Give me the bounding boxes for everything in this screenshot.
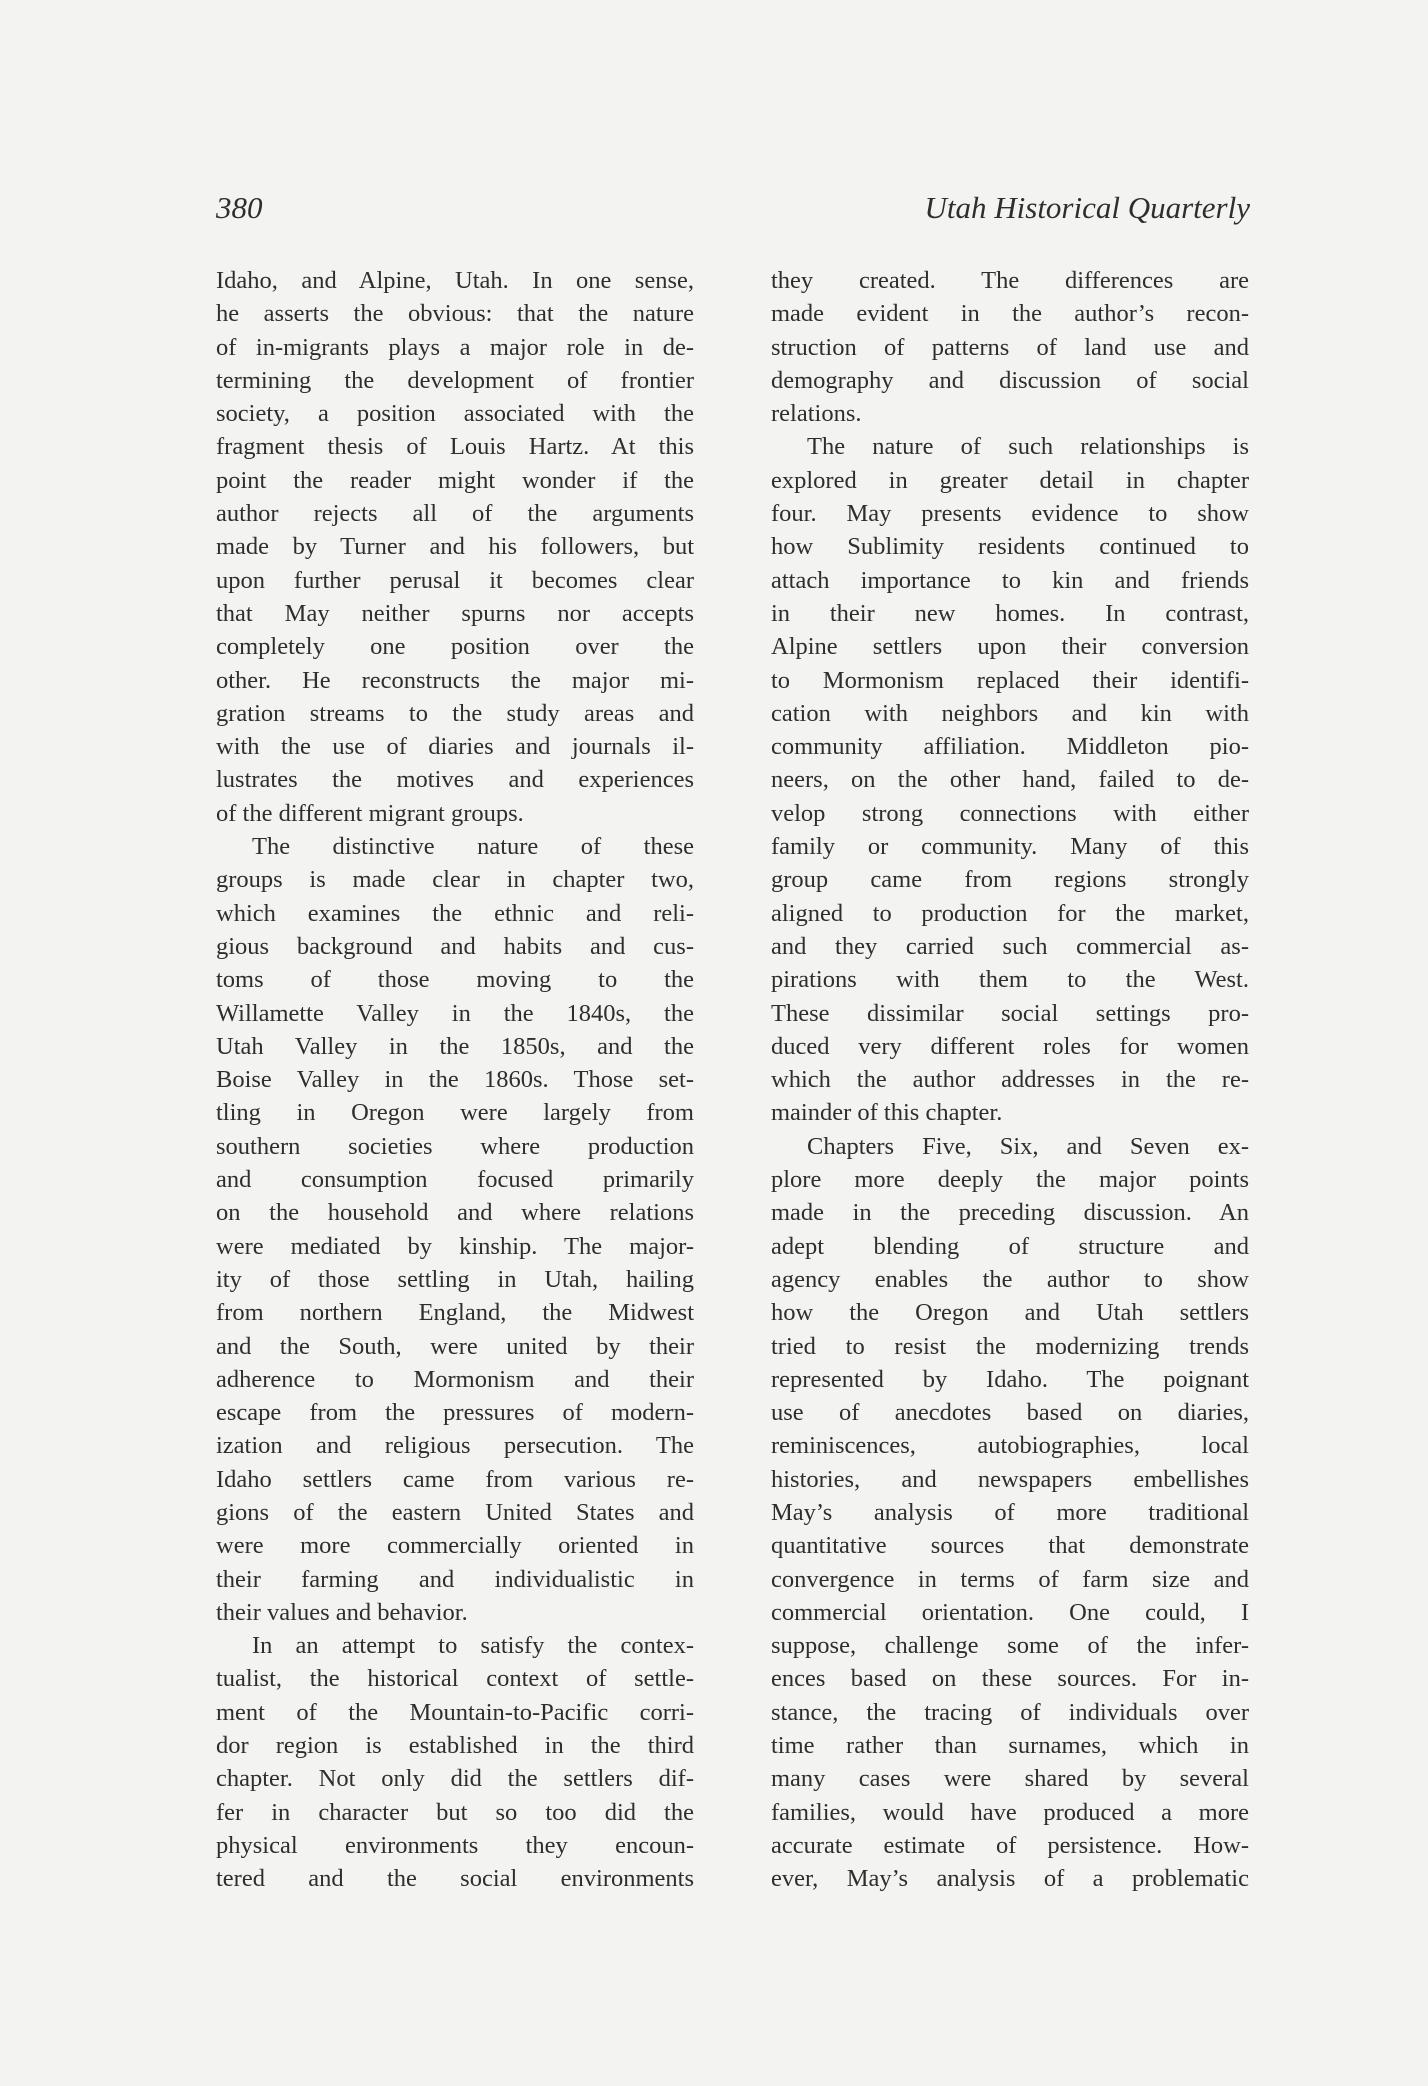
text-line: Idaho, and Alpine, Utah. In one sense, xyxy=(216,267,694,294)
text-line: plore more deeply the major points xyxy=(771,1166,1249,1194)
page-header xyxy=(216,188,1250,228)
text-line: families, would have produced a more xyxy=(771,1798,1249,1826)
text-line: which examines the ethnic and reli- xyxy=(216,899,694,927)
text-line: struction of patterns of land use and xyxy=(771,333,1249,361)
text-line: cation with neighbors and kin with xyxy=(771,699,1249,727)
text-line: reminiscences, autobiographies, local xyxy=(771,1432,1249,1460)
text-line: of in-migrants plays a major role in de- xyxy=(216,333,694,361)
text-line: many cases were shared by several xyxy=(771,1765,1249,1793)
text-line: convergence in terms of farm size and xyxy=(771,1565,1249,1593)
text-line: suppose, challenge some of the infer- xyxy=(771,1632,1249,1660)
text-line: Chapters Five, Six, and Seven ex- xyxy=(807,1132,1249,1160)
text-column-right xyxy=(771,264,1249,1896)
text-line: to Mormonism replaced their identifi- xyxy=(771,666,1249,694)
text-line: dor region is established in the third xyxy=(216,1732,694,1760)
text-line: chapter. Not only did the settlers dif- xyxy=(216,1765,694,1793)
text-line: use of anecdotes based on diaries, xyxy=(771,1399,1249,1427)
text-line: velop strong connections with either xyxy=(771,799,1249,827)
text-line: ever, May’s analysis of a problematic xyxy=(771,1865,1249,1893)
text-line: other. He reconstructs the major mi- xyxy=(216,666,694,694)
text-line: These dissimilar social settings pro- xyxy=(771,999,1249,1027)
text-line: tling in Oregon were largely from xyxy=(216,1099,694,1127)
text-line: demography and discussion of social xyxy=(771,366,1249,394)
text-line: made evident in the author’s recon- xyxy=(771,300,1249,328)
text-line: and the South, were united by their xyxy=(216,1332,694,1360)
text-line: time rather than surnames, which in xyxy=(771,1732,1249,1760)
text-line: southern societies where production xyxy=(216,1132,694,1160)
text-line: he asserts the obvious: that the nature xyxy=(216,300,694,328)
text-line: upon further perusal it becomes clear xyxy=(216,566,694,594)
text-line: lustrates the motives and experiences xyxy=(216,766,694,794)
text-line: four. May presents evidence to show xyxy=(771,500,1249,528)
running-title: Utah Historical Quarterly xyxy=(924,190,1250,225)
text-line: author rejects all of the arguments xyxy=(216,500,694,528)
text-line: gration streams to the study areas and xyxy=(216,699,694,727)
text-line: tried to resist the modernizing trends xyxy=(771,1332,1249,1360)
text-line: gions of the eastern United States and xyxy=(216,1498,694,1526)
text-line: made in the preceding discussion. An xyxy=(771,1199,1249,1227)
text-line: In an attempt to satisfy the contex- xyxy=(252,1632,694,1660)
text-line: Idaho settlers came from various re- xyxy=(216,1465,694,1493)
text-line: ity of those settling in Utah, hailing xyxy=(216,1265,694,1293)
text-line: their values and behavior. xyxy=(216,1598,468,1626)
text-line: society, a position associated with the xyxy=(216,400,694,428)
text-line: were mediated by kinship. The major- xyxy=(216,1232,694,1260)
text-line: mainder of this chapter. xyxy=(771,1099,1003,1127)
text-column-left xyxy=(216,264,694,1896)
text-line: commercial orientation. One could, I xyxy=(771,1598,1249,1626)
text-line: histories, and newspapers embellishes xyxy=(771,1465,1249,1493)
text-line: represented by Idaho. The poignant xyxy=(771,1365,1249,1393)
page-number: 380 xyxy=(216,190,263,225)
text-line: community affiliation. Middleton pio- xyxy=(771,733,1249,761)
text-line: group came from regions strongly xyxy=(771,866,1249,894)
text-line: ization and religious persecution. The xyxy=(216,1432,694,1460)
text-line: made by Turner and his followers, but xyxy=(216,533,694,561)
text-line: were more commercially oriented in xyxy=(216,1532,694,1560)
text-line: escape from the pressures of modern- xyxy=(216,1399,694,1427)
text-line: they created. The differences are xyxy=(771,267,1249,294)
text-line: stance, the tracing of individuals over xyxy=(771,1698,1249,1726)
text-line: their farming and individualistic in xyxy=(216,1565,694,1593)
text-line: tered and the social environments xyxy=(216,1865,694,1893)
text-line: on the household and where relations xyxy=(216,1199,694,1227)
text-line: relations. xyxy=(771,400,862,428)
text-line: May’s analysis of more traditional xyxy=(771,1498,1249,1526)
text-line: groups is made clear in chapter two, xyxy=(216,866,694,894)
text-line: ment of the Mountain-to-Pacific corri- xyxy=(216,1698,694,1726)
text-line: accurate estimate of persistence. How- xyxy=(771,1831,1249,1859)
text-line: aligned to production for the market, xyxy=(771,899,1249,927)
text-line: pirations with them to the West. xyxy=(771,966,1249,994)
text-line: gious background and habits and cus- xyxy=(216,932,694,960)
text-line: Willamette Valley in the 1840s, the xyxy=(216,999,694,1027)
text-line: adept blending of structure and xyxy=(771,1232,1249,1260)
text-line: termining the development of frontier xyxy=(216,366,694,394)
text-line: how Sublimity residents continued to xyxy=(771,533,1249,561)
text-line: point the reader might wonder if the xyxy=(216,466,694,494)
text-line: neers, on the other hand, failed to de- xyxy=(771,766,1249,794)
text-line: how the Oregon and Utah settlers xyxy=(771,1299,1249,1327)
text-line: and consumption focused primarily xyxy=(216,1166,694,1194)
text-line: family or community. Many of this xyxy=(771,833,1249,861)
text-line: which the author addresses in the re- xyxy=(771,1066,1249,1094)
text-line: duced very different roles for women xyxy=(771,1032,1249,1060)
text-line: from northern England, the Midwest xyxy=(216,1299,694,1327)
text-line: in their new homes. In contrast, xyxy=(771,599,1249,627)
text-line: attach importance to kin and friends xyxy=(771,566,1249,594)
text-line: The nature of such relationships is xyxy=(807,433,1249,461)
text-line: fragment thesis of Louis Hartz. At this xyxy=(216,433,694,461)
text-line: agency enables the author to show xyxy=(771,1265,1249,1293)
text-line: explored in greater detail in chapter xyxy=(771,466,1249,494)
text-line: quantitative sources that demonstrate xyxy=(771,1532,1249,1560)
text-line: and they carried such commercial as- xyxy=(771,932,1249,960)
text-line: adherence to Mormonism and their xyxy=(216,1365,694,1393)
text-line: of the different migrant groups. xyxy=(216,799,524,827)
text-line: with the use of diaries and journals il- xyxy=(216,733,694,761)
text-line: ences based on these sources. For in- xyxy=(771,1665,1249,1693)
text-line: tualist, the historical context of settle- xyxy=(216,1665,694,1693)
text-line: The distinctive nature of these xyxy=(252,833,694,861)
text-line: completely one position over the xyxy=(216,633,694,661)
text-line: Boise Valley in the 1860s. Those set- xyxy=(216,1066,694,1094)
text-line: Utah Valley in the 1850s, and the xyxy=(216,1032,694,1060)
text-line: Alpine settlers upon their conversion xyxy=(771,633,1249,661)
text-line: toms of those moving to the xyxy=(216,966,694,994)
text-line: physical environments they encoun- xyxy=(216,1831,694,1859)
text-line: that May neither spurns nor accepts xyxy=(216,599,694,627)
text-line: fer in character but so too did the xyxy=(216,1798,694,1826)
